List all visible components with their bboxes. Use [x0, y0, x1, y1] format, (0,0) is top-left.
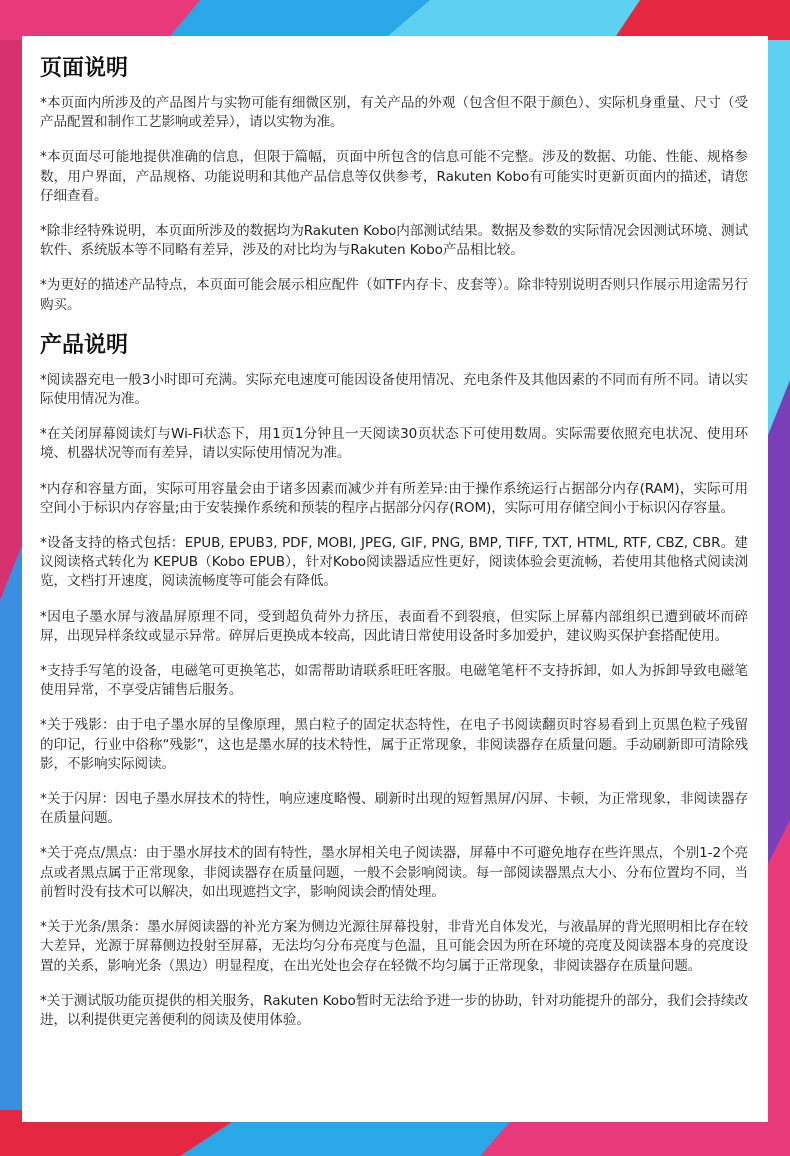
page-notes-paragraph: *本页面尽可能地提供准确的信息，但限于篇幅，页面中所包含的信息可能不完整。涉及的数据、功能、性能、规格参数，用户界面，产品规格、功能说明和其他产品信息等仅供参考，Rakuten Kobo有可能实时更新页面内的描述，请您仔细查看。 [40, 149, 748, 204]
product-notes-paragraph: *设备支持的格式包括：EPUB, EPUB3, PDF, MOBI, JPEG, GIF, PNG, BMP, TIFF, TXT, HTML, RTF, CBZ, CBR。建议阅读格式转化为 KEPUB（Kobo EPUB），针对Kobo阅读器适应性更好，阅读体验会更流畅，若使用其他格式阅读浏览，文档打开速度，阅读流畅度等可能会有降低。 [40, 535, 748, 590]
product-notes-paragraph: *支持手写笔的设备，电磁笔可更换笔芯，如需帮助请联系旺旺客服。电磁笔笔杆不支持拆卸，如人为拆卸导致电磁笔使用异常，不享受店铺售后服务。 [40, 663, 748, 699]
notice-card [22, 36, 768, 1122]
product-notes-paragraph: *阅读器充电一般3小时即可充满。实际充电速度可能因设备使用情况、充电条件及其他因素的不同而有所不同。请以实际使用情况为准。 [40, 371, 748, 408]
page-notes-paragraph: *除非经特殊说明，本页面所涉及的数据均为Rakuten Kobo内部测试结果。数据及参数的实际情况会因测试环境、测试软件、系统版本等不同略有差异，涉及的对比均为与Rakuten Kobo产品相比较。 [40, 223, 748, 259]
product-notes-title: 产品说明 [40, 332, 129, 358]
product-notes-paragraph: *关于亮点/黑点：由于墨水屏技术的固有特性，墨水屏相关电子阅读器，屏幕中不可避免地存在些许黑点，个别1-2个亮点或者黑点属于正常现象，非阅读器存在质量问题，一般不会影响阅读。每一部阅读器黑点大小、分布位置均不同，当前暂时没有技术可以解决，如出现遮挡文字，影响阅读会酌情处理。 [40, 845, 748, 900]
product-notes-paragraph: *在关闭屏幕阅读灯与Wi-Fi状态下，用1页1分钟且一天阅读30页状态下可使用数周。实际需要依照充电状况、使用环境、机器状况等而有差异，请以实际使用情况为准。 [40, 426, 748, 462]
page-notes-title: 页面说明 [40, 56, 129, 81]
page-notes-paragraph: *为更好的描述产品特点，本页面可能会展示相应配件（如TF内存卡、皮套等）。除非特别说明否则只作展示用途需另行购买。 [40, 277, 748, 313]
product-notes-paragraph: *关于光条/黑条：墨水屏阅读器的补光方案为侧边光源往屏幕投射，非背光自体发光，与液晶屏的背光照明相比存在较大差异，光源于屏幕侧边投射至屏幕，无法均匀分布亮度与色温，且可能会因为所在环境的亮度及阅读器本身的亮度设置的关系，影响光条（黑边）明显程度，在出光处也会存在轻微不均匀属于正常现象，非阅读器存在质量问题。 [40, 919, 748, 974]
product-notes-paragraph: *关于残影：由于电子墨水屏的呈像原理，黑白粒子的固定状态特性，在电子书阅读翻页时容易看到上页黑色粒子残留的印记，行业中俗称“残影”，这也是墨水屏的技术特性，属于正常现象，非阅读器存在质量问题。手动刷新即可清除残影，不影响实际阅读。 [40, 717, 748, 772]
product-notes-paragraph: *内存和容量方面，实际可用容量会由于诸多因素而减少并有所差异:由于操作系统运行占据部分内存(RAM)，实际可用空间小于标识内存容量;由于安装操作系统和预装的程序占据部分闪存(ROM)，实际可用存储空间小于标识闪存容量。 [40, 480, 748, 516]
page-notes-paragraph: *本页面内所涉及的产品图片与实物可能有细微区别，有关产品的外观（包含但不限于颜色）、实际机身重量、尺寸（受产品配置和制作工艺影响或差异），请以实物为准。 [40, 95, 748, 131]
product-notes-paragraph: *关于闪屏：因电子墨水屏技术的特性，响应速度略慢、刷新时出现的短暂黑屏/闪屏、卡顿，为正常现象，非阅读器存在质量问题。 [40, 791, 748, 827]
product-notes-paragraph: *因电子墨水屏与液晶屏原理不同，受到超负荷外力挤压，表面看不到裂痕，但实际上屏幕内部组织已遭到破坏而碎屏，出现异样条纹或显示异常。碎屏后更换成本较高，因此请日常使用设备时多加爱护，建议购买保护套搭配使用。 [40, 608, 748, 644]
product-notes-paragraph: *关于测试版功能页提供的相关服务，Rakuten Kobo暂时无法给予进一步的协助，针对功能提升的部分，我们会持续改进，以利提供更完善便利的阅读及使用体验。 [40, 992, 748, 1028]
